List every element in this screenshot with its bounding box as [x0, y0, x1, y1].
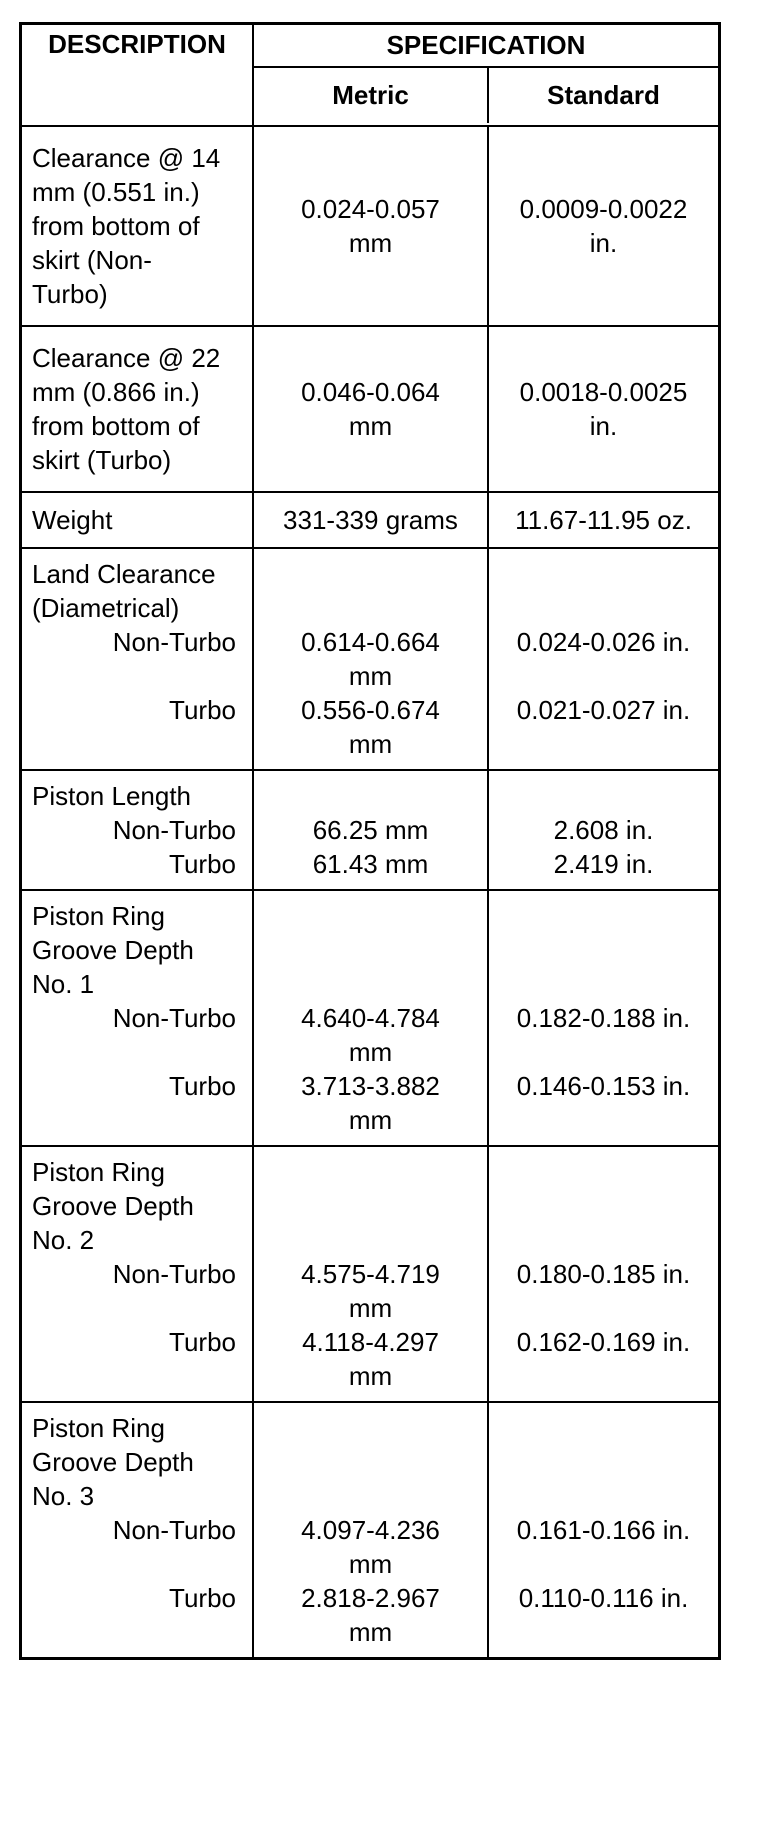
table-row-group	[22, 547, 718, 769]
table-row-group	[22, 769, 718, 889]
metric-value: 0.046-0.064 mm	[254, 327, 489, 491]
metric-value: 331-339 grams	[254, 493, 489, 547]
description-header	[22, 25, 254, 125]
specification-title: SPECIFICATION	[254, 25, 718, 68]
specification-header	[254, 25, 718, 125]
metric-value: 0.024-0.057 mm	[254, 127, 489, 325]
sub-row-non-turbo: Non-Turbo 0.614-0.664 mm 0.024-0.026 in.	[22, 625, 718, 693]
group-title: Piston Ring Groove Depth No. 2	[22, 1147, 254, 1257]
sub-row-turbo: Turbo 4.118-4.297 mm 0.162-0.169 in.	[22, 1325, 718, 1401]
standard-value: 11.67-11.95 oz.	[515, 505, 692, 535]
table-row-group	[22, 1145, 718, 1401]
table-row	[22, 325, 718, 491]
group-title: Land Clearance (Diametrical)	[22, 549, 254, 625]
sub-row-turbo: Turbo 3.713-3.882 mm 0.146-0.153 in.	[22, 1069, 718, 1145]
header-row	[22, 25, 718, 125]
sub-row-non-turbo: Non-Turbo 4.097-4.236 mm 0.161-0.166 in.	[22, 1513, 718, 1581]
spec-table	[19, 22, 721, 1660]
description-header-label: DESCRIPTION	[48, 29, 226, 59]
table-row-group	[22, 889, 718, 1145]
standard-value: 0.0018-0.0025 in.	[519, 377, 688, 441]
table-row	[22, 491, 718, 547]
standard-header: Standard	[547, 80, 660, 110]
group-title: Piston Ring Groove Depth No. 1	[22, 891, 254, 1001]
specification-subheaders	[254, 68, 718, 123]
table-row	[22, 125, 718, 325]
row-description: Clearance @ 22 mm (0.866 in.) from bottom of skirt (Turbo)	[22, 327, 254, 491]
table-row-group	[22, 1401, 718, 1657]
sub-row-turbo: Turbo 2.818-2.967 mm 0.110-0.116 in.	[22, 1581, 718, 1657]
sub-row-non-turbo: Non-Turbo 4.575-4.719 mm 0.180-0.185 in.	[22, 1257, 718, 1325]
row-description: Weight	[22, 493, 254, 547]
sub-row-non-turbo: Non-Turbo 66.25 mm 2.608 in.	[22, 813, 718, 847]
standard-value: 0.0009-0.0022 in.	[519, 194, 688, 258]
sub-row-turbo: Turbo 61.43 mm 2.419 in.	[22, 847, 718, 889]
group-title: Piston Ring Groove Depth No. 3	[22, 1403, 254, 1513]
row-description: Clearance @ 14 mm (0.551 in.) from bottom of skirt (Non- Turbo)	[22, 127, 254, 325]
group-title: Piston Length	[22, 771, 254, 813]
metric-header: Metric	[254, 68, 489, 123]
sub-row-non-turbo: Non-Turbo 4.640-4.784 mm 0.182-0.188 in.	[22, 1001, 718, 1069]
sub-row-turbo: Turbo 0.556-0.674 mm 0.021-0.027 in.	[22, 693, 718, 769]
